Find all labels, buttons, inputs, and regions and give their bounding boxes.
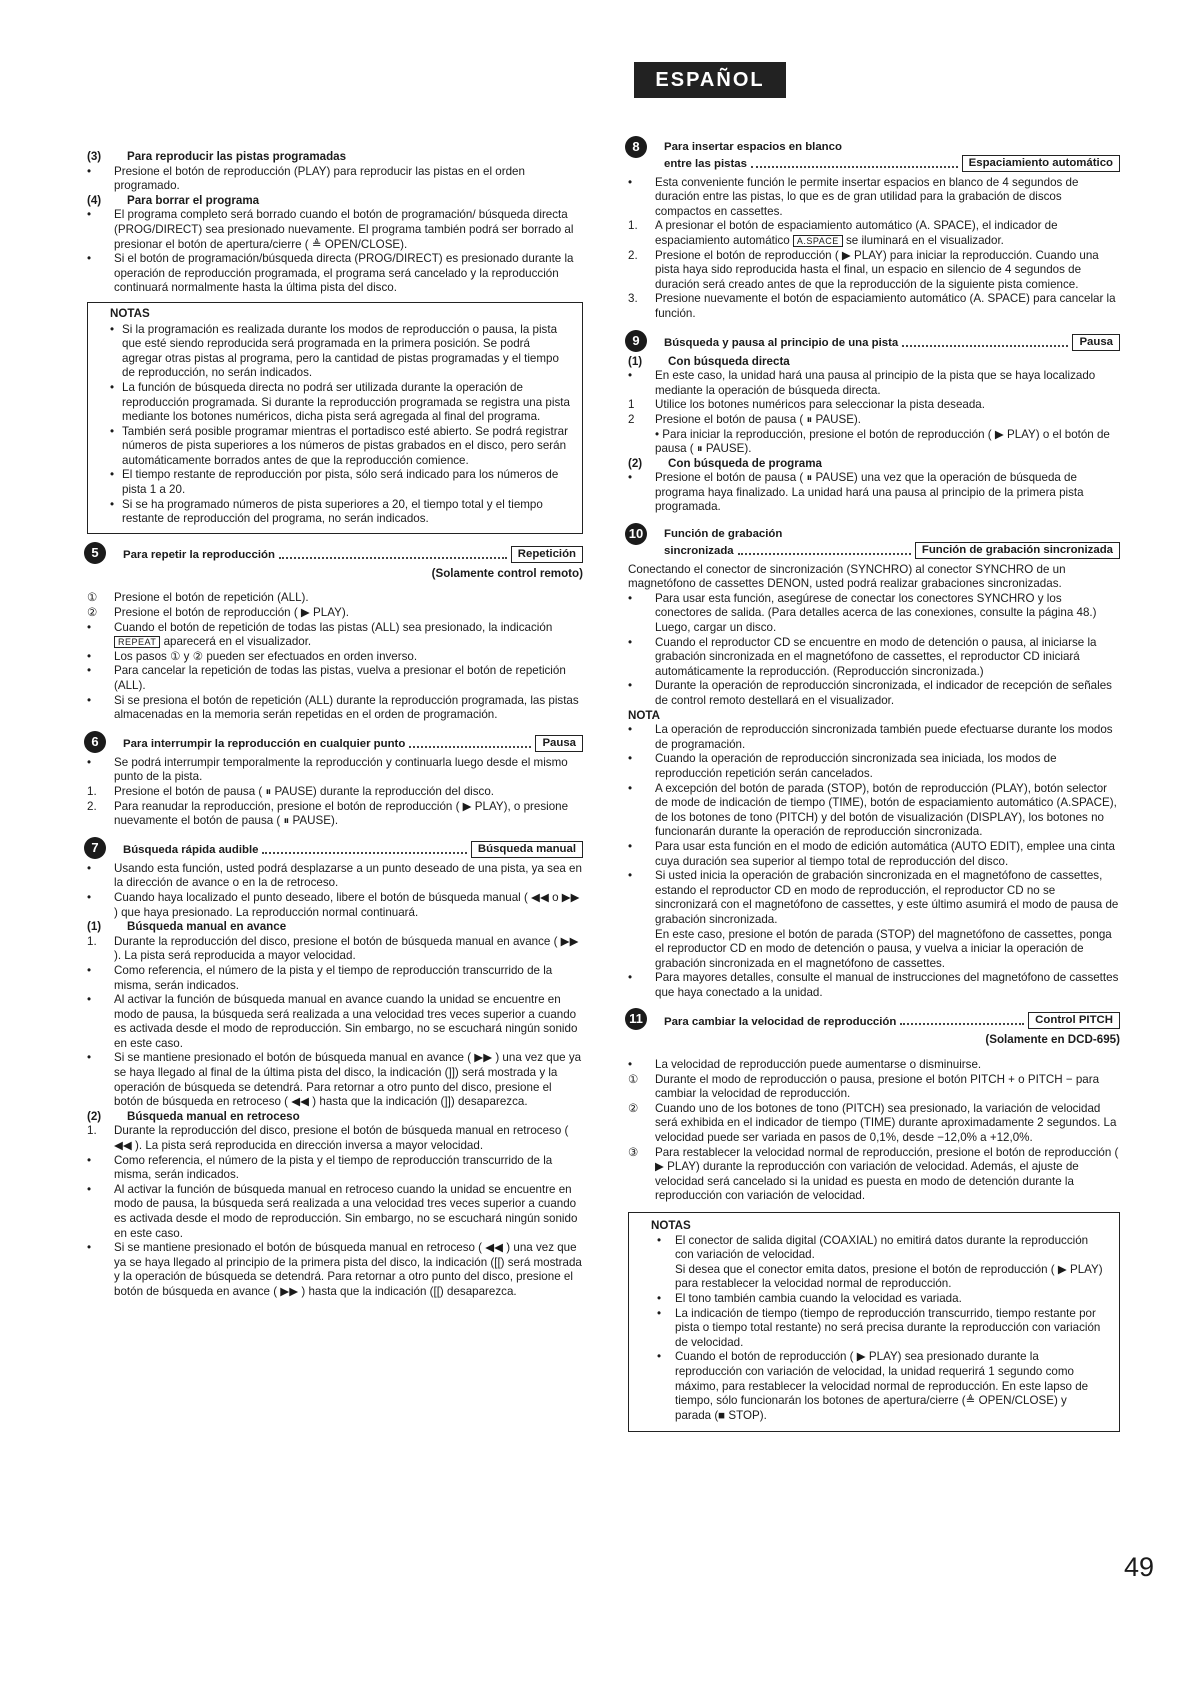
notes-title: NOTAS (651, 1219, 691, 1232)
list-item: • Al activar la función de búsqueda manual en avance cuando la unidad se encuentre en modo de pausa, la búsqueda será realizada a una velocidad tres veces superior a cuando es activada desde el modo de reproducción. Sin embargo, no se escuchará ningún sonido en este caso. (87, 993, 578, 1050)
note-item: • Si se ha programado números de pista superiores a 20, el tiempo total y el tiempo restante de reproducción del programa, no serán indicados. (110, 497, 543, 526)
list-item: • Si se presiona el botón de repetición (ALL) durante la reproducción programada, las pistas almacenadas en la memoria serán repetidas en el orden de programación. (87, 693, 579, 722)
section-number-5: 5 (84, 542, 106, 564)
list-item: • Para iniciar la reproducción, presione el botón de reproducción ( ▶ PLAY) o el botón de pausa ( ⏸ PAUSE). (655, 427, 1110, 456)
note-item: • El conector de salida digital (COAXIAL) no emitirá datos durante la reproducción con variación de velocidad. (657, 1233, 1089, 1262)
leader-dots (900, 1023, 1024, 1025)
repeat-label-box: Repetición (511, 546, 583, 563)
heading-forward-search: (1) Búsqueda manual en avance (87, 920, 287, 934)
pitch-label-box: Control PITCH (1028, 1012, 1120, 1029)
list-item: • Cuando haya localizado el punto deseado, libere el botón de búsqueda manual ( ◀◀ o ▶▶ ) que haya presionado. La reproducción normal continuará. (87, 890, 580, 919)
list-item: • Si usted inicia la operación de grabación sincronizada en el magnetófono de cassettes, estando el reproductor CD en modo de reproducción, el reproductor CD no se sincronizará con el magnetófono de cassettes, y este último asumirá el modo de pausa de grabación sincronizada. (628, 869, 1119, 926)
list-item: • Si se mantiene presionado el botón de búsqueda manual en retroceso ( ◀◀ ) una vez que ya se haya llegado al principio de la primera pista del disco, la indicación ([[) será mostrada y la operación de búsqueda se detendrá. Para retornar a otro punto del disco, presione el botón de búsqueda en avance ( ▶▶ ) hasta que la indicación ([[) desaparezca. (87, 1241, 582, 1298)
heading-reverse-search: (2) Búsqueda manual en retroceso (87, 1109, 300, 1123)
list-item: • A excepción del botón de parada (STOP), botón de reproducción (PLAY), botón selector de mode de indicación de tiempo (TIME), botón de espaciamiento automático (A.SPACE), de los botones de tono (PITCH) y del botón de visualización (DISPLAY), los botones no funcionarán durante la operación de reproducción sincronizada. (628, 781, 1117, 839)
pause-label-box: Pausa (1072, 334, 1120, 351)
list-item: • Se podrá interrumpir temporalmente la reproducción y continuarla luego desde el mismo punto de la pista. (87, 755, 568, 784)
list-item: ② Cuando uno de los botones de tono (PITCH) sea presionado, la variación de velocidad será exhibida en el indicador de tiempo (TIME) durante aproximadamente 2 segundos. La velocidad puede ser variada en pasos de 0,1%, desde −12,0% a +12,0%. (628, 1101, 1117, 1145)
section-sync-recording-heading: 10 Función de grabación sincronizada Función de grabación sincronizada (628, 527, 1120, 559)
notes-title: NOTAS (110, 306, 150, 320)
auto-space-label-box: Espaciamiento automático (962, 155, 1120, 172)
note-item: • El tiempo restante de reproducción por pista, sólo será indicado para los números de pista 1 a 20. (110, 468, 559, 497)
section-number-6: 6 (84, 731, 106, 753)
notes-box (628, 1212, 1120, 1432)
list-item: • Al activar la función de búsqueda manual en retroceso cuando la unidad se encuentre en modo de pausa, la búsqueda será realizada a una velocidad tres veces superior a cuando es activada desde el modo de reproducción. Sin embargo, no se escuchará ningún sonido en este caso. (87, 1182, 578, 1240)
list-item: ① Durante el modo de reproducción o pausa, presione el botón PITCH + o PITCH − para cambiar la velocidad de reproducción. (628, 1072, 1100, 1101)
list-item: • Como referencia, el número de la pista y el tiempo de reproducción transcurrido de la misma, serán indicados. (87, 1153, 553, 1182)
list-item: • La velocidad de reproducción puede aumentarse o disminuirse. (628, 1058, 982, 1072)
list-item: • Para usar esta función en el modo de edición automática (AUTO EDIT), emplee una cinta cuya duración sea superior al tiempo total de reproducción del disco. (628, 839, 1115, 868)
model-only-note: (Solamente en DCD-695) (985, 1033, 1120, 1047)
note-item: • Cuando el botón de reproducción ( ▶ PLAY) sea presionado durante la reproducción con variación de velocidad, la unidad requerirá 1 segundo como máximo, para restablecer la velocidad normal de reproducción. En este lapso de tiempo, sólo funcionarán los botones de apertura/cierre (≜ OPEN/CLOSE) y parada (■ STOP). (657, 1350, 1089, 1422)
leader-dots (751, 166, 958, 168)
list-item: 1. Presione el botón de pausa ( ⏸ PAUSE) durante la reproducción del disco. (87, 784, 495, 798)
list-item: En este caso, presione el botón de parada (STOP) del magnetófono de cassettes, ponga el reproductor CD en modo de detención o pausa, y vuelva a iniciar la operación de grabación sincronizada en el magnetófono de cassettes. (655, 927, 1112, 970)
list-item: • Para mayores detalles, consulte el manual de instrucciones del magnetófono de cassettes que haya conectado a la unidad. (628, 971, 1119, 999)
section-auto-space-heading: 8 Para insertar espacios en blanco entre las pistas Espaciamiento automático (628, 140, 1120, 172)
section-number-9: 9 (625, 330, 647, 352)
remote-only-note: (Solamente control remoto) (431, 566, 583, 580)
section-manual-search-heading: 7 Búsqueda rápida audible Búsqueda manual (87, 841, 583, 858)
leader-dots (409, 746, 531, 748)
note-item: • Si la programación es realizada durante los modos de reproducción o pausa, la pista que esté siendo reproducida será programada en la primera posición. Se podrá agregar otras pistas al programa, pero la cantidad de pistas programadas y el tiempo de reproducción, no serán indicados. (110, 322, 559, 380)
list-item: 2 Presione el botón de pausa ( ⏸ PAUSE). (628, 412, 862, 426)
list-item: • Para cancelar la repetición de todas las pistas, vuelva a presionar el botón de repetición (ALL). (87, 664, 566, 692)
section-search-pause-heading: 9 Búsqueda y pausa al principio de una pista Pausa (628, 334, 1120, 351)
heading-program-search: (2) Con búsqueda de programa (628, 456, 822, 470)
section-number-10: 10 (625, 523, 647, 545)
list-item: 1. Durante la reproducción del disco, presione el botón de búsqueda manual en avance ( ▶▶ ). La pista será reproducida a mayor velocidad. (87, 934, 579, 963)
note-item: • La indicación de tiempo (tiempo de reproducción transcurrido, tiempo restante por pista o tiempo total restante) no será precisa durante la reproducción con variación de velocidad. (657, 1306, 1101, 1349)
list-item: • Usando esta función, usted podrá desplazarse a un punto deseado de una pista, ya sea en la dirección de avance o en la de retroceso. (87, 861, 582, 890)
left-column (87, 150, 583, 1300)
list-item: 3. Presione nuevamente el botón de espaciamiento automático (A. SPACE) para cancelar la función. (628, 292, 1116, 320)
list-item: • Cuando el botón de repetición de todas las pistas (ALL) sea presionado, la indicación REPEAT aparecerá en el visualizador. (87, 620, 553, 649)
sync-recording-label-box: Función de grabación sincronizada (915, 542, 1120, 559)
heading-clear-program: (4) Para borrar el programa (87, 193, 260, 207)
heading-direct-search: (1) Con búsqueda directa (628, 354, 790, 368)
section-number-11: 11 (625, 1008, 647, 1030)
list-item: • Si se mantiene presionado el botón de búsqueda manual en avance ( ▶▶ ) una vez que ya se haya llegado al final de la última pista del disco, la indicación (]]) será mostrada y la operación de búsqueda se detendrá. Para retornar a otro punto del disco, presione el botón de búsqueda en retroceso ( ◀◀ ) hasta que la indicación (]]) desaparezca. (87, 1051, 582, 1109)
page-number: 49 (1124, 1552, 1155, 1582)
list-item: • La operación de reproducción sincronizada también puede efectuarse durante los modos de programación. (628, 723, 1113, 751)
list-item: • Los pasos ① y ② pueden ser efectuados en orden inverso. (87, 649, 418, 663)
nota-title: NOTA (628, 708, 660, 722)
list-item: • Cuando el reproductor CD se encuentre en modo de detención o pausa, al iniciarse la grabación sincronizada en el magnetófono de cassettes, el reproductor CD iniciará automáticamente la reproducción. (Reproducción sincronizada.) (628, 635, 1097, 678)
pause-label-box: Pausa (535, 735, 583, 752)
leader-dots (279, 557, 507, 559)
note-item: • También será posible programar mientras el portadisco esté abierto. Se podrá registrar números de pista superiores a los números de pistas grabados en el disco, pero serán automáticamente borrados antes de que la reproducción comience. (110, 424, 568, 467)
section-number-7: 7 (84, 837, 106, 859)
note-item: • La función de búsqueda directa no podrá ser utilizada durante la operación de reproducción programada. Si durante la reproducción programada se registra una pista mediante los botones numéricos, dicha pista será agregada al final del programa. (110, 380, 570, 424)
list-item: 2. Presione el botón de reproducción ( ▶ PLAY) para iniciar la reproducción. Cuando una pista haya sido reproducida hasta el final, un espacio en silencio de 4 segundos de duración será creado antes de que la reproducción de la siguiente pista comience. (628, 248, 1099, 291)
section-pitch-heading: 11 Para cambiar la velocidad de reproducción Control PITCH (628, 1012, 1120, 1029)
leader-dots (738, 553, 911, 555)
list-item: • Presione el botón de pausa ( ⏸ PAUSE) una vez que la operación de búsqueda de programa haya finalizado. La unidad hará una pausa al principio de la primera pista programada. (628, 471, 1084, 514)
list-item: • El programa completo será borrado cuando el botón de programación/ búsqueda directa (PROG/DIRECT) sea presionado nuevamente. El programa también podrá ser borrado al presionar el botón de apertura/cierre ( ≜ OPEN/CLOSE). (87, 208, 574, 251)
list-item: • Presione el botón de reproducción (PLAY) para reproducir las pistas en el orden programado. (87, 164, 525, 193)
leader-dots (262, 852, 466, 854)
list-item: ③ Para restablecer la velocidad normal de reproducción, presione el botón de reproducción ( ▶ PLAY) durante la reproducción con variación de velocidad. Además, el ajuste de velocidad será cancelado si la unidad es puesta en modo de detención durante la reproducción con variación de velocidad. (628, 1145, 1119, 1203)
list-item: 1. Durante la reproducción del disco, presione el botón de búsqueda manual en retroceso ( ◀◀ ). La pista será reproducida en dirección inversa a mayor velocidad. (87, 1124, 569, 1153)
list-item: 1 Utilice los botones numéricos para seleccionar la pista deseada. (628, 398, 985, 412)
list-item: 2. Para reanudar la reproducción, presione el botón de reproducción ( ▶ PLAY), o presione nuevamente el botón de pausa ( ⏸ PAUSE). (87, 799, 569, 828)
list-item: • Si el botón de programación/búsqueda directa (PROG/DIRECT) es presionado durante la operación de reproducción programada, el programa será cancelado y la reproducción continuará normalmente hasta la última pista del disco. (87, 252, 574, 295)
note-item: • El tono también cambia cuando la velocidad es variada. (657, 1291, 962, 1305)
notes-box (87, 302, 583, 534)
list-item: 1. A presionar el botón de espaciamiento automático (A. SPACE), el indicador de espaciamiento automático A.SPACE se iluminará en el visualizador. (628, 219, 1058, 247)
language-badge: ESPAÑOL (634, 62, 786, 98)
list-item: • Cuando la operación de reproducción sincronizada sea iniciada, los modos de reproducción repetición serán cancelados. (628, 752, 1057, 780)
list-item: • Esta conveniente función le permite insertar espacios en blanco de 4 segundos de duración entre las pistas, lo que es de gran utilidad para la grabación de discos compactos en cassettes. (628, 175, 1079, 218)
list-item: • Durante la operación de reproducción sincronizada, el indicador de recepción de señales de control remoto destellará en el visualizador. (628, 679, 1112, 707)
heading-play-program: (3) Para reproducir las pistas programadas (87, 150, 347, 163)
repeat-indicator: REPEAT (114, 636, 160, 648)
sync-intro: Conectando el conector de sincronización (SYNCHRO) al conector SYNCHRO de un magnetófono de cassettes DENON, usted podrá realizar grabaciones sincronizadas. (628, 562, 1066, 591)
section-repeat-heading: 5 Para repetir la reproducción Repetición (87, 546, 583, 563)
list-item: • Como referencia, el número de la pista y el tiempo de reproducción transcurrido de la misma, serán indicados. (87, 963, 553, 992)
list-item: ② Presione el botón de reproducción ( ▶ PLAY). (87, 606, 349, 620)
list-item: • Para usar esta función, asegúrese de conectar los conectores SYNCHRO y los conectores de salida. (Para detalles acerca de las conexiones, consulte la página 48.) Luego, cargar un disco. (628, 591, 1097, 635)
note-item: Si desea que el conector emita datos, presione el botón de reproducción ( ▶ PLAY) para restablecer la velocidad normal de reproducción. (675, 1262, 1103, 1291)
right-column (628, 140, 1120, 1432)
list-item: • En este caso, la unidad hará una pausa al principio de la pista que se haya localizado mediante la operación de búsqueda directa. (628, 369, 1096, 397)
section-number-8: 8 (625, 136, 647, 158)
list-item: ① Presione el botón de repetición (ALL). (87, 591, 309, 605)
a-space-indicator: A.SPACE (793, 235, 843, 247)
section-pause-heading: 6 Para interrumpir la reproducción en cualquier punto Pausa (87, 735, 583, 752)
leader-dots (902, 345, 1068, 347)
manual-search-label-box: Búsqueda manual (471, 841, 583, 858)
